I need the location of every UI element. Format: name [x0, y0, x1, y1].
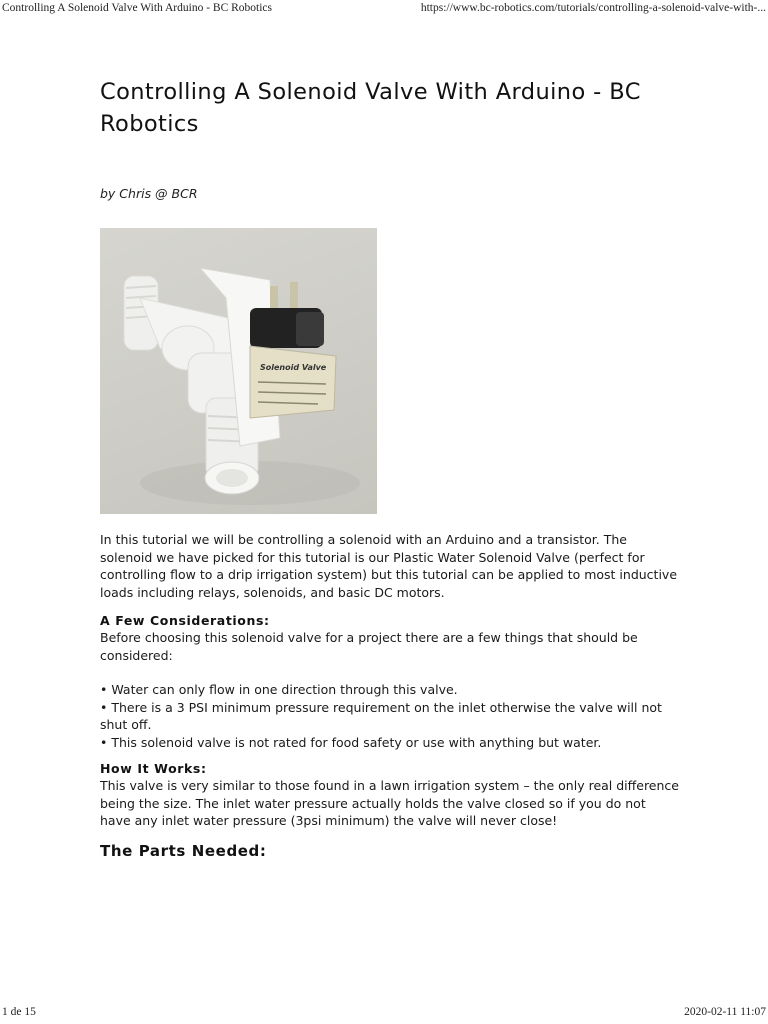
- valve-label-text: Solenoid Valve: [260, 363, 327, 372]
- intro-paragraph: In this tutorial we will be controlling a solenoid with an Arduino and a transistor. The solenoid we have picked for this tutorial is our Plastic Water Solenoid Valve (perfect for controlling flow to a drip irrigation system) but this tutorial can be applied to most inductive loads including relays, solenoids, and basic DC motors.: [100, 532, 678, 600]
- article: [100, 76, 680, 860]
- print-page-title: Controlling A Solenoid Valve With Arduino - BC Robotics: [2, 2, 273, 14]
- article-title: Controlling A Solenoid Valve With Arduino - BC Robotics: [100, 79, 641, 137]
- print-timestamp: 2020-02-11 11:07: [684, 1006, 766, 1018]
- list-item: • This solenoid valve is not rated for food safety or use with anything but water.: [100, 734, 602, 750]
- list-item: • There is a 3 PSI minimum pressure requirement on the inlet otherwise the valve will not shut off.: [100, 699, 662, 732]
- considerations-list: [100, 681, 680, 751]
- article-byline: by Chris @ BCR: [100, 186, 198, 201]
- print-footer: [2, 1006, 766, 1022]
- solenoid-valve-image: [100, 228, 377, 514]
- considerations-heading: A Few Considerations:: [100, 613, 270, 628]
- parts-needed-heading: The Parts Needed:: [100, 841, 267, 860]
- print-url[interactable]: https://www.bc-robotics.com/tutorials/controlling-a-solenoid-valve-with-...: [420, 2, 766, 14]
- page-number: 1 de 15: [2, 1006, 36, 1018]
- how-it-works-heading: How It Works:: [100, 761, 207, 776]
- how-it-works-text: This valve is very similar to those found in a lawn irrigation system – the only real difference being the size. The inlet water pressure actually holds the valve closed so if you do not have any inlet water pressure (3psi minimum) the valve will never close!: [100, 778, 679, 828]
- solenoid-valve-illustration: [100, 228, 377, 514]
- list-item: • Water can only flow in one direction through this valve.: [100, 682, 458, 697]
- print-header: [2, 2, 766, 18]
- considerations-text: Before choosing this solenoid valve for a project there are a few things that should be considered:: [100, 630, 638, 663]
